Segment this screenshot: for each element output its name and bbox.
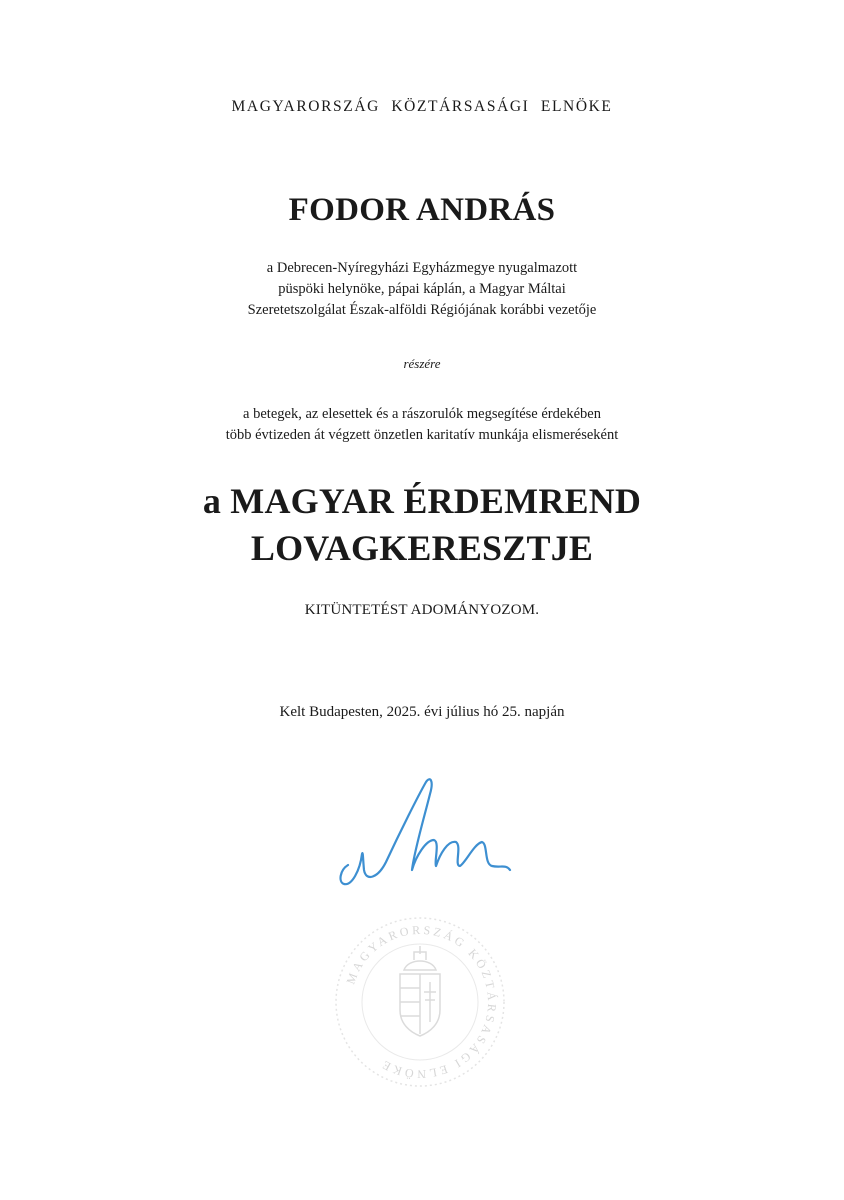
seal-text: MAGYARORSZÁG KÖZTÁRSASÁGI ELNÖKE <box>343 922 500 1082</box>
coat-of-arms-icon <box>400 946 440 1036</box>
for-label: részére <box>403 356 441 371</box>
description-line: Szeretetszolgálat Észak-alföldi Régiójának korábbi vezetője <box>247 302 597 318</box>
award-reason <box>0 404 844 446</box>
recipient-description <box>0 258 844 321</box>
description-line: a Debrecen-Nyíregyházi Egyházmegye nyugalmazott <box>266 260 578 276</box>
svg-text:MAGYARORSZÁG KÖZTÁRSASÁGI ELNÖ <box>343 923 499 1081</box>
grant-statement: KITÜNTETÉST ADOMÁNYOZOM. <box>304 602 540 618</box>
signature <box>330 770 520 900</box>
issuer-header: MAGYARORSZÁG KÖZTÁRSASÁGI ELNÖKE <box>231 98 613 115</box>
award-title-line: LOVAGKERESZTJE <box>250 528 594 568</box>
date-line: Kelt Budapesten, 2025. évi július hó 25. napján <box>279 704 565 720</box>
reason-line: a betegek, az elesettek és a rászorulók megsegítése érdekében <box>243 406 601 422</box>
award-title <box>0 478 844 572</box>
description-line: püspöki helynöke, pápai káplán, a Magyar Máltai <box>278 281 566 297</box>
embossed-seal <box>330 912 510 1092</box>
reason-line: több évtizeden át végzett önzetlen karitatív munkája elismeréseként <box>225 427 619 443</box>
award-title-line: a MAGYAR ÉRDEMREND <box>202 481 642 521</box>
recipient-name: FODOR ANDRÁS <box>288 192 556 228</box>
